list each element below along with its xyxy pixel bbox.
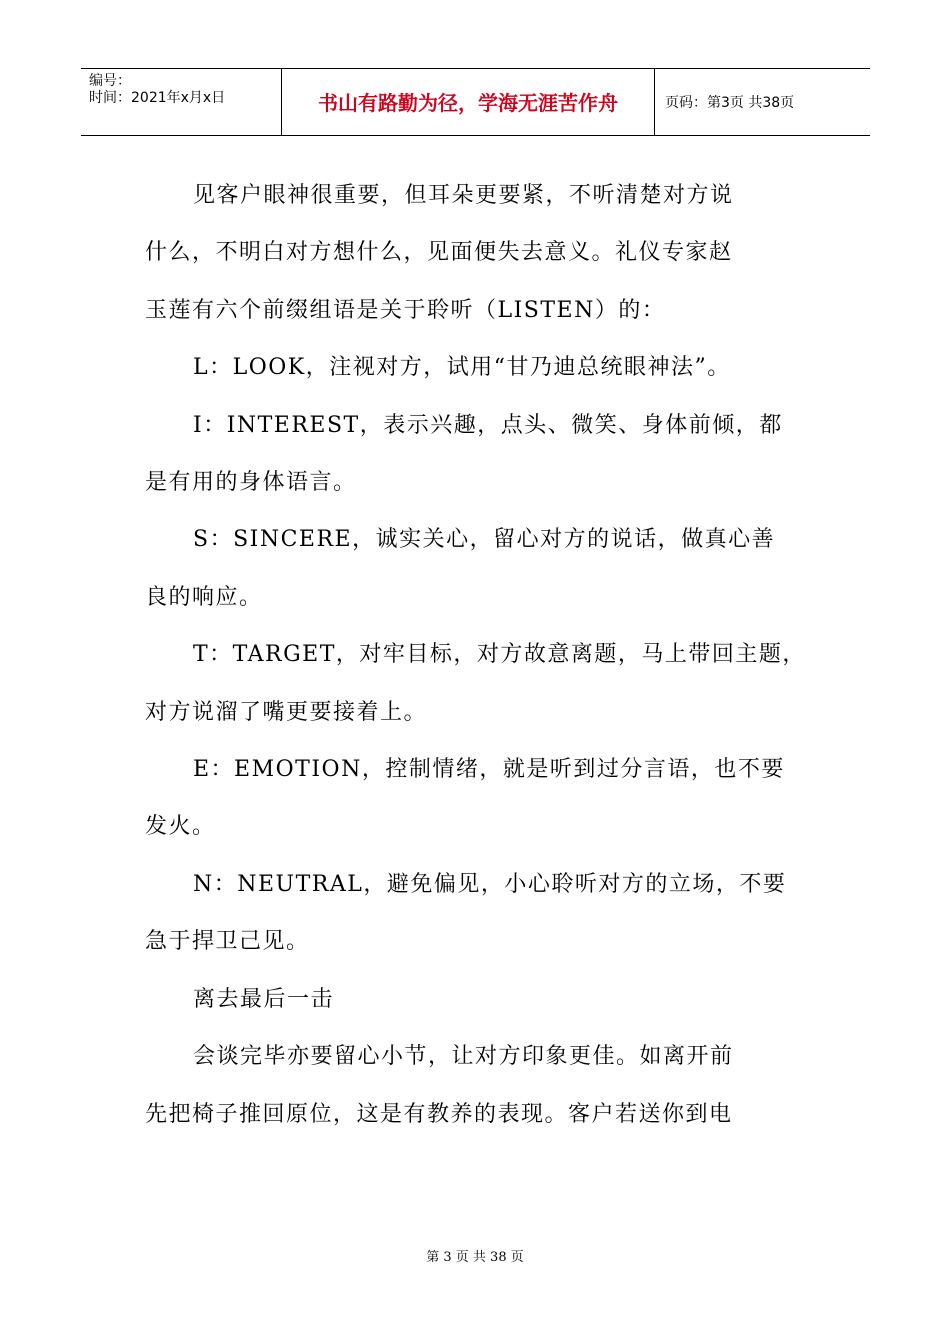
document-time-label: 时间：2021年x月x日 bbox=[89, 90, 226, 106]
document-number-label: 编号： bbox=[89, 73, 131, 89]
paragraph-look: L：LOOK，注视对方，试用“甘乃迪总统眼神法”。 bbox=[193, 355, 731, 381]
paragraph-neutral: N：NEUTRAL，避免偏见，小心聆听对方的立场，不要 急于捍卫己见。 bbox=[145, 871, 787, 955]
paragraph-emotion: E：EMOTION，控制情绪，就是听到过分言语，也不要 发火。 bbox=[145, 757, 785, 840]
document-header bbox=[81, 68, 870, 136]
header-meta-cell bbox=[81, 69, 282, 135]
document-body bbox=[145, 167, 815, 1143]
paragraph-target: T：TARGET，对牢目标，对方故意离题，马上带回主题， 对方说溜了嘴更要接着上。 bbox=[145, 642, 806, 725]
header-page-info: 页码：第3页 共38页 bbox=[665, 95, 795, 111]
paragraph-interest: I：INTEREST，表示兴趣，点头、微笑、身体前倾，都 是有用的身体语言。 bbox=[145, 412, 783, 496]
header-motto: 书山有路勤为径，学海无涯苦作舟 bbox=[282, 69, 655, 135]
paragraph-closing: 会谈完毕亦要留心小节，让对方印象更佳。如离开前 先把椅子推回原位，这是有教养的表现。客户若送你到电 bbox=[145, 1044, 734, 1127]
paragraph-sincere: S：SINCERE，诚实关心，留心对方的说话，做真心善 良的响应。 bbox=[145, 527, 776, 610]
paragraph-intro: 见客户眼神很重要，但耳朵更要紧，不听清楚对方说 什么，不明白对方想什么，见面便失去意义。礼仪专家赵 玉莲有六个前缀组语是关于聆听（LISTEN）的： bbox=[145, 183, 734, 323]
section-heading-final-touch: 离去最后一击 bbox=[193, 986, 335, 1012]
page-footer: 第 3 页 共 38 页 bbox=[426, 1250, 524, 1265]
